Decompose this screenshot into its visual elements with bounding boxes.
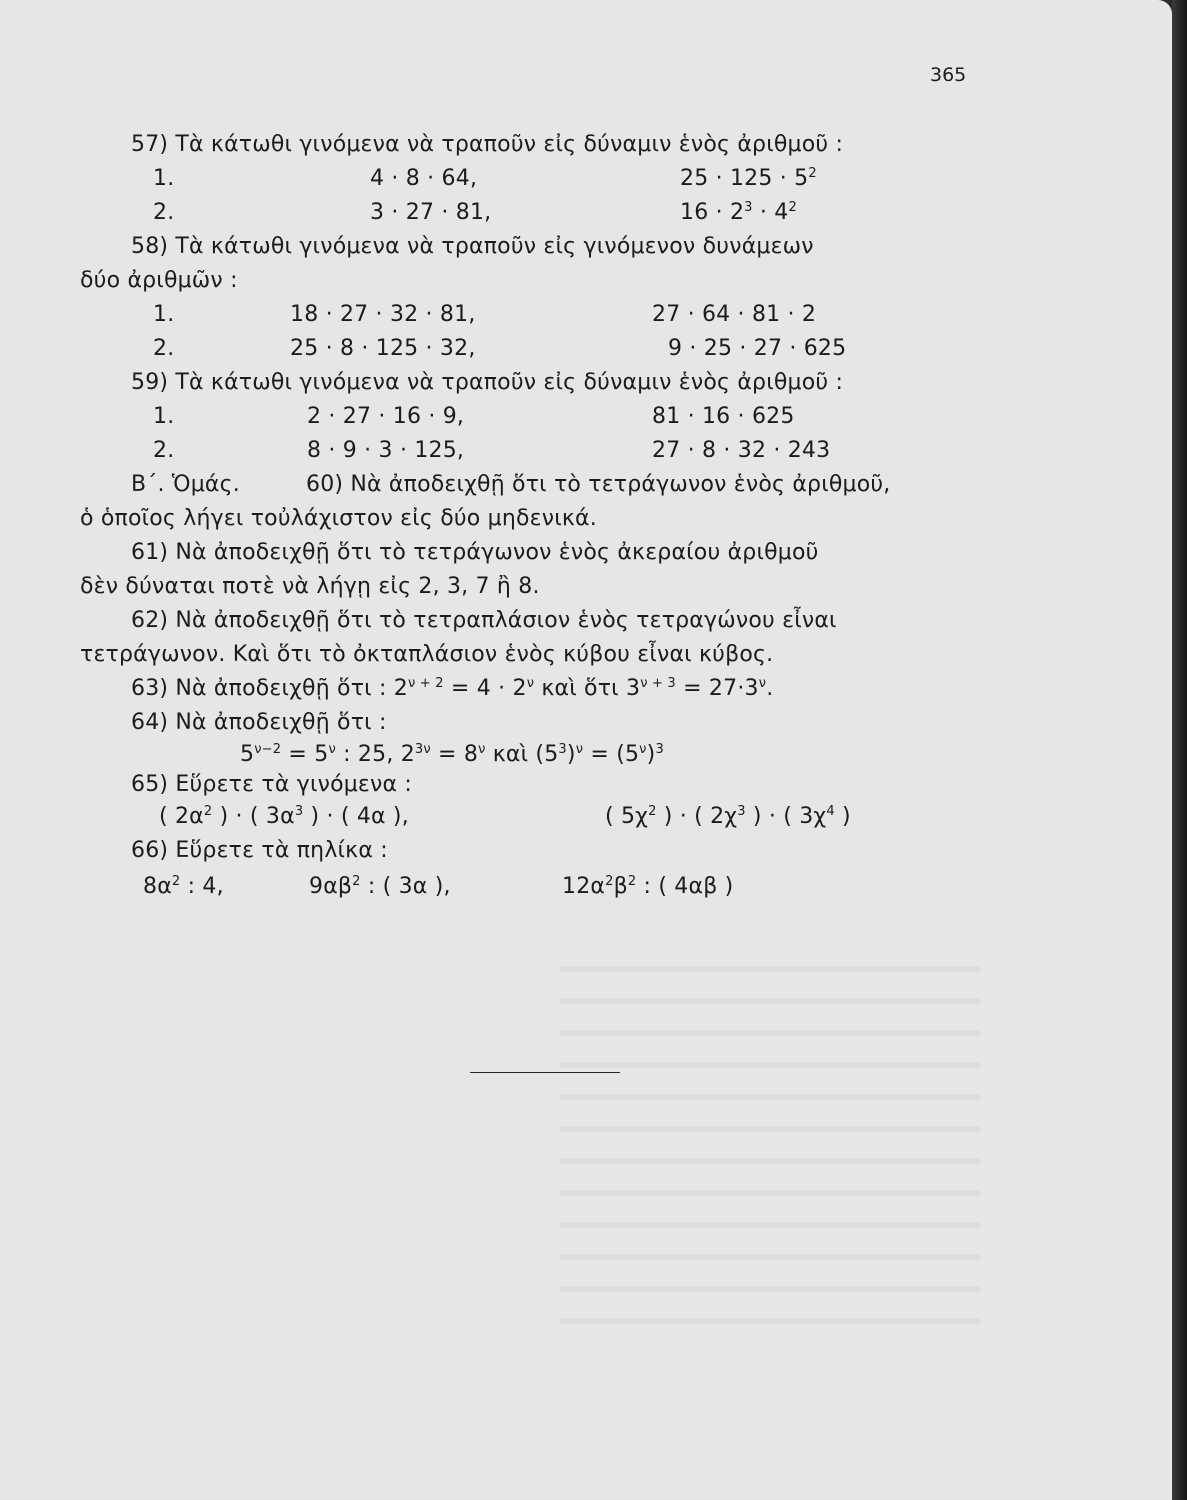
problem-61-line1: 61) Νὰ ἀποδειχθῇ ὅτι τὸ τετράγωνον ἑνὸς ἀκεραίου ἀριθμοῦ [131, 540, 819, 565]
problem-58-item2-b: 9 · 25 · 27 · 625 [668, 336, 847, 361]
problem-57-title: 57) Τὰ κάτωθι γινόμενα νὰ τραποῦν εἰς δύναμιν ἑνὸς ἀριθμοῦ : [131, 132, 844, 157]
problem-58-item2-number: 2. [153, 336, 175, 361]
page-shadow-edge [1172, 0, 1187, 1500]
problem-60-line1: 60) Νὰ ἀποδειχθῇ ὅτι τὸ τετράγωνον ἑνὸς ἀριθμοῦ, [306, 472, 891, 497]
problem-58-item2-a: 25 · 8 · 125 · 32, [290, 336, 476, 361]
problem-58-title: 58) Τὰ κάτωθι γινόμενα νὰ τραποῦν εἰς γινόμενον δυνάμεων [131, 234, 814, 259]
problem-66-quotient-a: $8\alpha^2$ : 4, [143, 874, 224, 899]
problem-59-item2-b: 27 · 8 · 32 · 243 [652, 438, 831, 463]
problem-59-item1-b: 81 · 16 · 625 [652, 404, 795, 429]
problem-66-quotient-b: $9\alpha\beta^2$ : ( 3α ), [309, 874, 451, 899]
problem-65-product-a: ( $2\alpha^2$ ) · ( $3\alpha^3$ ) · ( 4α ), [159, 804, 409, 829]
problem-57-item1-b: $25 \cdot 125 \cdot 5^2$ [680, 166, 817, 191]
page-number: 365 [930, 64, 967, 86]
problem-59-item2-a: 8 · 9 · 3 · 125, [307, 438, 465, 463]
problem-65-title: 65) Εὕρετε τὰ γινόμενα : [131, 772, 413, 797]
problem-58-item1-number: 1. [153, 302, 175, 327]
problem-66-quotient-c: $12\alpha^2\beta^2$ : ( 4αβ ) [562, 874, 734, 899]
problem-57-item2-b: $16 \cdot 2^3 \cdot 4^2$ [680, 200, 797, 225]
problem-57-item2-a: 3 · 27 · 81, [370, 200, 492, 225]
problem-58-item1-b: 27 · 64 · 81 · 2 [652, 302, 817, 327]
problem-62-line2: τετράγωνον. Καὶ ὅτι τὸ ὀκταπλάσιον ἑνὸς κύβου εἶναι κύβος. [80, 642, 774, 667]
problem-59-item1-a: 2 · 27 · 16 · 9, [307, 404, 465, 429]
problem-63: 63) Νὰ ἀποδειχθῇ ὅτι : $2^{\nu + 2} = 4 \cdot 2^\nu$ καὶ ὅτι $3^{\nu + 3} = 27\cdot 3^\nu$. [131, 676, 774, 701]
problem-57-item1-number: 1. [153, 166, 175, 191]
problem-57-item1-a: 4 · 8 · 64, [370, 166, 478, 191]
problem-62-line1: 62) Νὰ ἀποδειχθῇ ὅτι τὸ τετραπλάσιον ἑνὸς τετραγώνου εἶναι [131, 608, 837, 633]
problem-64-formula: $5^{\nu-2} = 5^\nu$ : 25, $2^{3\nu} = 8^\nu$ καὶ $(5^3)^\nu = (5^\nu)^3$ [240, 742, 664, 767]
group-b-label: Β΄. Ὁμάς. [131, 472, 240, 497]
problem-59-item2-number: 2. [153, 438, 175, 463]
problem-58-title-cont: δύο ἀριθμῶν : [80, 268, 238, 293]
problem-65-product-b: ( $5\chi^2$ ) · ( $2\chi^3$ ) · ( $3\chi^4$ ) [605, 804, 851, 829]
problem-57-item2-number: 2. [153, 200, 175, 225]
problem-59-title: 59) Τὰ κάτωθι γινόμενα νὰ τραποῦν εἰς δύναμιν ἑνὸς ἀριθμοῦ : [131, 370, 844, 395]
problem-59-item1-number: 1. [153, 404, 175, 429]
problem-58-item1-a: 18 · 27 · 32 · 81, [290, 302, 476, 327]
bleed-through-text [560, 940, 980, 1350]
problem-61-line2: δὲν δύναται ποτὲ νὰ λήγῃ εἰς 2, 3, 7 ἢ 8. [80, 574, 540, 599]
section-divider [470, 1072, 620, 1073]
problem-66-title: 66) Εὕρετε τὰ πηλίκα : [131, 838, 388, 863]
problem-64-title: 64) Νὰ ἀποδειχθῇ ὅτι : [131, 710, 387, 735]
problem-60-line2: ὁ ὁποῖος λήγει τοὐλάχιστον εἰς δύο μηδενικά. [80, 506, 597, 531]
